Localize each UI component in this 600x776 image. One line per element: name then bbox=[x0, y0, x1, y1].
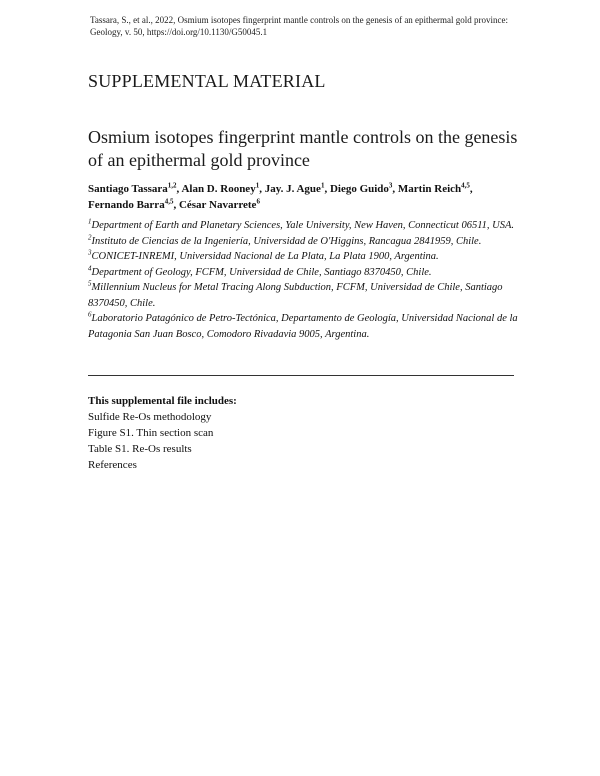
affiliation-text: Department of Geology, FCFM, Universidad de Chile, Santiago 8370450, Chile. bbox=[91, 266, 432, 278]
contents-item: References bbox=[88, 459, 137, 471]
supplemental-title: SUPPLEMENTAL MATERIAL bbox=[88, 71, 326, 91]
author-separator: , bbox=[392, 183, 398, 195]
author-name: Alan D. Rooney bbox=[181, 183, 256, 195]
affiliation-text: Laboratorio Patagónico de Petro-Tectónica, Departamento de Geología, Universidad Nacional de la Patagonia San Juan Bosco, Comodoro Rivadavia 9005, Argentina. bbox=[88, 313, 518, 340]
author-affiliation-marker: 4,5 bbox=[164, 197, 174, 206]
affiliation-marker: 2 bbox=[88, 233, 92, 241]
contents-item: Figure S1. Thin section scan bbox=[88, 427, 214, 439]
author-name: Fernando Barra bbox=[88, 199, 165, 211]
author-separator: , bbox=[469, 183, 473, 195]
affiliation-item bbox=[88, 218, 518, 234]
author-name: Santiago Tassara bbox=[88, 183, 168, 195]
affiliation-text: Millennium Nucleus for Metal Tracing Along Subduction, FCFM, Universidad de Chile, Santiago 8370450, Chile. bbox=[88, 282, 503, 309]
affiliation-text: CONICET-INREMI, Universidad Nacional de La Plata, La Plata 1900, Argentina. bbox=[91, 251, 439, 262]
contents-item: Sulfide Re-Os methodology bbox=[88, 411, 212, 423]
contents-heading: This supplemental file includes: bbox=[88, 395, 237, 407]
affiliation-item bbox=[88, 265, 518, 281]
author-list bbox=[88, 181, 518, 213]
supplement-contents bbox=[88, 393, 388, 473]
author-name: Jay. J. Ague bbox=[264, 183, 321, 195]
affiliation-text: Instituto de Ciencias de la Ingeniería, Universidad de O'Higgins, Rancagua 2841959, Chile. bbox=[91, 235, 482, 247]
author bbox=[181, 183, 264, 195]
affiliation-text: Department of Earth and Planetary Sciences, Yale University, New Haven, Connecticut 06511, USA. bbox=[91, 220, 515, 231]
author-name: César Navarrete bbox=[178, 199, 257, 211]
author-affiliation-marker: 3 bbox=[388, 181, 393, 190]
author-separator: , bbox=[173, 199, 179, 211]
author-affiliation-marker: 4,5 bbox=[461, 181, 470, 190]
author bbox=[88, 199, 179, 211]
affiliation-marker: 1 bbox=[88, 217, 92, 226]
affiliation-item bbox=[88, 249, 518, 265]
author-separator: , bbox=[324, 183, 330, 195]
author-affiliation-marker: 6 bbox=[256, 197, 260, 206]
contents-item: Table S1. Re-Os results bbox=[88, 443, 192, 455]
affiliation-list bbox=[88, 218, 518, 342]
affiliation-marker: 5 bbox=[88, 279, 92, 288]
author-affiliation-marker: 1 bbox=[320, 181, 325, 190]
author bbox=[179, 199, 260, 211]
affiliation-item bbox=[88, 311, 518, 342]
author bbox=[88, 183, 181, 195]
affiliation-marker: 6 bbox=[88, 310, 92, 319]
author bbox=[330, 183, 398, 195]
author bbox=[398, 183, 473, 195]
affiliation-item bbox=[88, 280, 518, 311]
paper-title: Osmium isotopes fingerprint mantle controls on the genesis of an epithermal gold province bbox=[88, 127, 518, 170]
affiliation-item bbox=[88, 234, 518, 250]
author-name: Martin Reich bbox=[397, 183, 462, 195]
affiliation-marker: 3 bbox=[88, 248, 92, 257]
citation-header: Tassara, S., et al., 2022, Osmium isotopes fingerprint mantle controls on the genesis of an epithermal gold province: Geology, v. 50, https://doi.org/10.1130/G50045.1 bbox=[90, 15, 509, 37]
section-divider bbox=[88, 375, 514, 376]
affiliation-marker: 4 bbox=[88, 264, 92, 272]
author-separator: , bbox=[176, 183, 182, 195]
author-affiliation-marker: 1,2 bbox=[167, 181, 177, 190]
author-separator: , bbox=[259, 183, 265, 195]
author-name: Diego Guido bbox=[329, 183, 389, 195]
author-affiliation-marker: 1 bbox=[255, 181, 260, 190]
author bbox=[265, 183, 330, 195]
